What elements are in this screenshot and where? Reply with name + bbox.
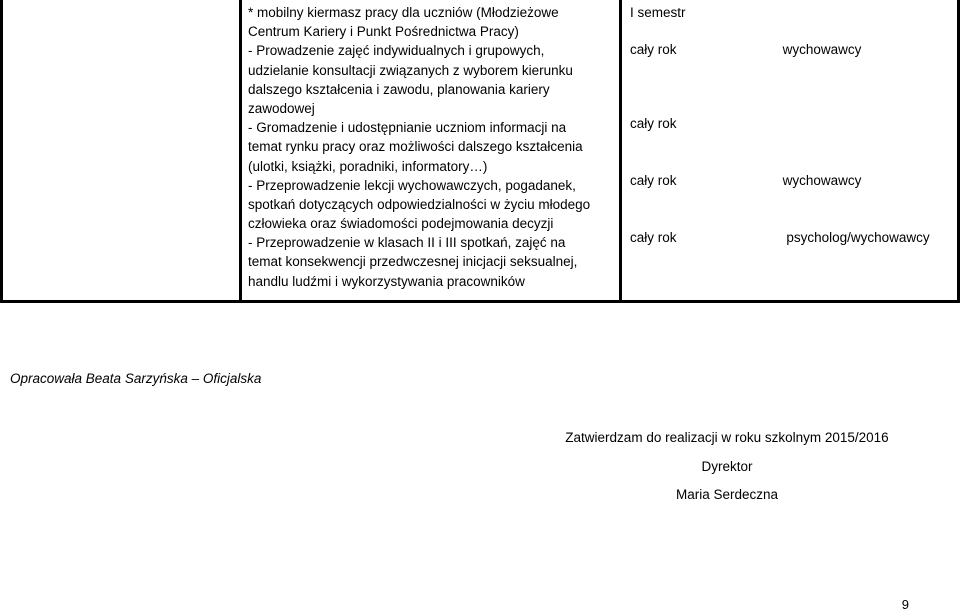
approval-block bbox=[565, 428, 888, 514]
activity-line: temat rynku pracy oraz możliwości dalszego kształcenia bbox=[248, 139, 583, 155]
term-cell: cały rok bbox=[630, 173, 677, 188]
activity-line: temat konsekwencji przedwczesnej inicjacji seksualnej, bbox=[248, 254, 578, 270]
activity-line: człowieka oraz świadomości podejmowania decyzji bbox=[248, 216, 554, 232]
responsible-cell: psycholog/wychowawcy bbox=[786, 230, 930, 245]
activity-line: * mobilny kiermasz pracy dla uczniów (Młodzieżowe bbox=[248, 5, 559, 20]
director-title: Dyrektor bbox=[701, 458, 753, 474]
term-cell: cały rok bbox=[630, 42, 677, 57]
activity-line: zawodowej bbox=[248, 100, 315, 116]
activity-line: - Przeprowadzenie w klasach II i III spotkań, zajęć na bbox=[248, 235, 566, 251]
activity-line: Centrum Kariery i Punkt Pośrednictwa Pracy) bbox=[248, 24, 519, 40]
activity-line: dalszego kształcenia i zawodu, planowania kariery bbox=[248, 81, 550, 97]
approval-text: Zatwierdzam do realizacji w roku szkolnym 2015/2016 bbox=[565, 430, 889, 445]
column-divider bbox=[619, 0, 622, 300]
activity-line: - Przeprowadzenie lekcji wychowawczych, pogadanek, bbox=[248, 177, 576, 193]
term-cell: cały rok bbox=[630, 116, 677, 131]
activity-line: - Gromadzenie i udostępnianie uczniom informacji na bbox=[248, 120, 567, 136]
term-cell: I semestr bbox=[630, 5, 686, 20]
page-number: 9 bbox=[901, 597, 909, 612]
responsible-cell: wychowawcy bbox=[782, 42, 862, 57]
activity-line: - Prowadzenie zajęć indywidualnych i grupowych, bbox=[248, 43, 545, 59]
activities-cell bbox=[248, 3, 590, 291]
author-line: Opracowała Beata Sarzyńska – Oficjalska bbox=[10, 371, 262, 386]
director-name: Maria Serdeczna bbox=[675, 487, 779, 502]
table-left-border bbox=[0, 0, 3, 300]
activities-table bbox=[0, 0, 960, 303]
activity-line: (ulotki, książki, poradniki, informatory…) bbox=[248, 158, 488, 174]
responsible-cell: wychowawcy bbox=[782, 173, 862, 188]
column-divider bbox=[239, 0, 242, 300]
activity-line: udzielanie konsultacji związanych z wyborem kierunku bbox=[248, 62, 573, 78]
activity-line: handlu ludźmi i wykorzystywania pracowników bbox=[248, 273, 525, 289]
term-cell: cały rok bbox=[630, 230, 677, 245]
activity-line: spotkań dotyczących odpowiedzialności w życiu młodego bbox=[248, 196, 591, 212]
